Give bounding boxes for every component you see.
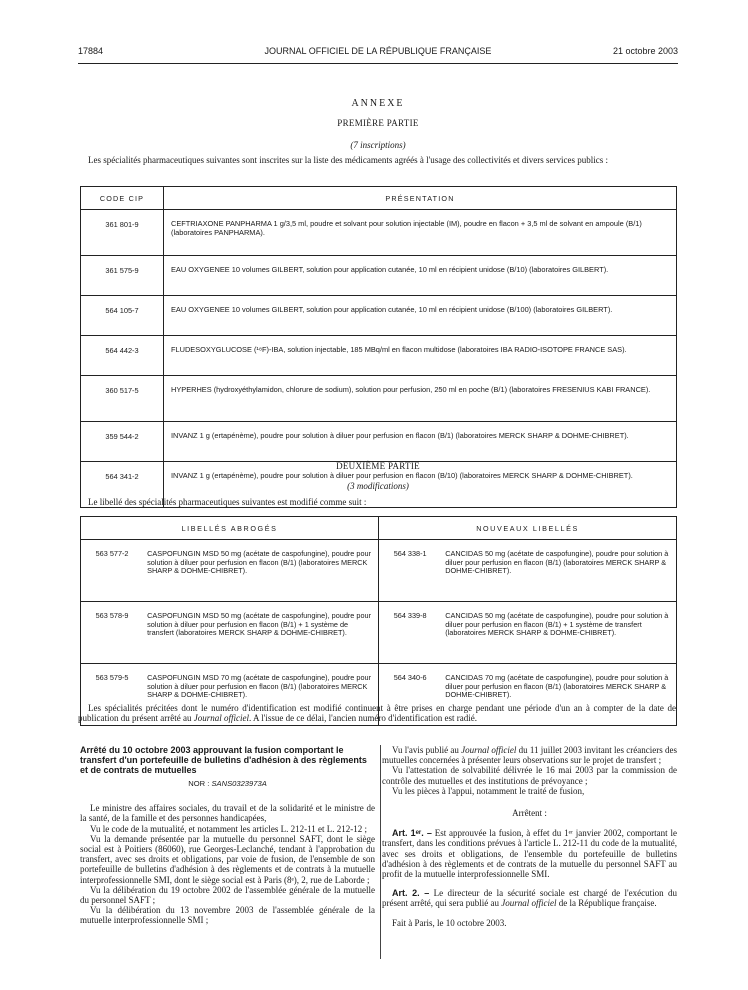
page-header <box>78 46 678 60</box>
visa-text-end: du 11 juillet 2003 invitant les créanciers des mutuelles concernées à présenter leurs observations sur le projet de transfert ; <box>382 745 677 766</box>
visa-journal-ref: Journal officiel <box>461 745 517 755</box>
cip-code: 361 801-9 <box>81 210 164 256</box>
visa-deliberation-saft: Vu la délibération du 19 octobre 2002 de l'assemblée générale de la mutuelle du personnel SAFT ; <box>80 884 375 906</box>
part1-intro: Les spécialités pharmaceutiques suivantes sont inscrites sur la liste des médicaments agréés à l'usage des collectivités et divers services publics : <box>88 155 608 165</box>
old-cip-code: 563 579-5 <box>81 664 144 726</box>
table-row <box>81 296 677 336</box>
preamble-ministers: Le ministre des affaires sociales, du travail et de la solidarité et le ministre de la santé, de la famille et des personnes handicapées, <box>80 803 375 824</box>
arrete-title: Arrêté du 10 octobre 2003 approuvant la fusion comportant le transfert d'un portefeuille de bulletins d'adhésion à des règlements et de contrats de mutuelles <box>80 745 367 775</box>
article-2-text: Le directeur de la sécurité sociale est chargé de l'exécution du présent arrêté, qui sera publié au <box>382 888 677 909</box>
part2-count: (3 modifications) <box>347 481 409 491</box>
column-header-presentation: PRÉSENTATION <box>164 187 677 210</box>
visa-deliberation-smi: Vu la délibération du 13 novembre 2003 de l'assemblée générale de la mutuelle interprofessionnelle SMI ; <box>80 905 375 926</box>
column-header-code: CODE CIP <box>81 187 164 210</box>
cip-code: 359 544-2 <box>81 422 164 462</box>
presentation-text: CEFTRIAXONE PANPHARMA 1 g/3,5 ml, poudre et solvant pour solution injectable (IM), poudre en flacon + 3,5 ml de solvant en ampoule (B/1) (laboratoires PANPHARMA). <box>164 210 677 256</box>
presentation-text: FLUDESOXYGLUCOSE (¹⁸F)-IBA, solution injectable, 185 MBq/ml en flacon multidose (laboratoires IBA RADIO-ISOTOPE FRANCE SAS). <box>164 336 677 376</box>
inscriptions-table <box>80 186 677 508</box>
article-1-label: Art. 1ᵉʳ. – <box>392 828 432 839</box>
signature-line: Fait à Paris, le 10 octobre 2003. <box>392 917 507 928</box>
presentation-text: EAU OXYGENEE 10 volumes GILBERT, solution pour application cutanée, 10 ml en récipient unidose (B/100) (laboratoires GILBERT). <box>164 296 677 336</box>
note-text-end: . A l'issue de ce délai, l'ancien numéro d'identification est radié. <box>248 713 478 723</box>
article-2-label: Art. 2. – <box>392 888 430 899</box>
old-label: CASPOFUNGIN MSD 70 mg (acétate de caspofungine), poudre pour solution à diluer pour perfusion en flacon (B/1) (laboratoires MERCK SHARP & DOHME-CHIBRET). <box>143 664 378 726</box>
arrete-right-column <box>382 745 677 928</box>
note-text: Les spécialités précitées dont le numéro d'identification est modifié continuent à être prises en charge pendant une période d'un an à compter de la date de publication du présent arrêté au <box>78 703 676 723</box>
cip-code: 564 442-3 <box>81 336 164 376</box>
old-cip-code: 563 577-2 <box>81 540 144 602</box>
table-row <box>81 210 677 256</box>
new-label: CANCIDAS 70 mg (acétate de caspofungine), poudre pour solution à diluer pour perfusion en flacon (B/1) (laboratoires MERCK SHARP & DOHME-CHIBRET). <box>441 664 676 726</box>
new-label: CANCIDAS 50 mg (acétate de caspofungine), poudre pour solution à diluer pour perfusion en flacon (B/1) (laboratoires MERCK SHARP & DOHME-CHIBRET). <box>441 540 676 602</box>
old-label: CASPOFUNGIN MSD 50 mg (acétate de caspofungine), poudre pour solution à diluer pour perfusion en flacon (B/1) (laboratoires MERCK SHARP & DOHME-CHIBRET). <box>143 540 378 602</box>
visa-code-mutualite: Vu le code de la mutualité, et notamment les articles L. 212-11 et L. 212-12 ; <box>90 823 368 834</box>
cip-code: 564 105-7 <box>81 296 164 336</box>
table-header-row <box>81 187 677 210</box>
cip-code: 564 341-2 <box>81 462 164 508</box>
article-1 <box>382 828 677 879</box>
table-row <box>81 602 677 664</box>
new-cip-code: 564 340-6 <box>379 664 442 726</box>
new-cip-code: 564 339-8 <box>379 602 442 664</box>
visa-demande: Vu la demande présentée par la mutuelle du personnel SAFT, dont le siège social est à Poitiers (86060), rue Georges-Leclanché, tendant à l'approbation du transfert, avec ses droits et obligations, par voie de fusion, de l'ensemble de son portefeuille de bulletins d'adhésion à des règlements et de contrats à la mutuelle interprofessionnelle SMI, dont le siège social est à Paris (8ᵉ), 2, rue de Laborde ; <box>80 833 375 885</box>
cip-code: 360 517-5 <box>81 376 164 422</box>
old-label: CASPOFUNGIN MSD 50 mg (acétate de caspofungine), poudre pour solution à diluer pour perfusion en flacon (B/1) + 1 système de transfert (laboratoires MERCK SHARP & DOHME-CHIBRET). <box>143 602 378 664</box>
new-label: CANCIDAS 50 mg (acétate de caspofungine), poudre pour solution à diluer pour perfusion en flacon (B/1) + 1 système de transfert (laboratoires MERCK SHARP & DOHME-CHIBRET). <box>441 602 676 664</box>
presentation-text: INVANZ 1 g (ertapénème), poudre pour solution à diluer pour perfusion en flacon (B/10) (laboratoires MERCK SHARP & DOHME-CHIBRET). <box>164 462 677 508</box>
article-2 <box>382 888 677 908</box>
old-cip-code: 563 578-9 <box>81 602 144 664</box>
page-number: 17884 <box>78 46 104 56</box>
part2-intro: Le libellé des spécialités pharmaceutiques suivantes est modifié comme suit : <box>88 497 367 507</box>
nor-label: NOR : <box>188 779 212 788</box>
table-row <box>81 256 677 296</box>
column-divider <box>380 745 381 959</box>
header-divider <box>78 63 678 64</box>
column-header-new: NOUVEAUX LIBELLÉS <box>379 517 677 540</box>
presentation-text: INVANZ 1 g (ertapénème), poudre pour solution à diluer pour perfusion en flacon (B/1) (laboratoires MERCK SHARP & DOHME-CHIBRET). <box>164 422 677 462</box>
new-cip-code: 564 338-1 <box>379 540 442 602</box>
visa-text: Vu l'avis publié au <box>392 745 462 755</box>
table-row <box>81 336 677 376</box>
column-header-old: LIBELLÉS ABROGÉS <box>81 517 379 540</box>
table-row <box>81 376 677 422</box>
publication-date: 21 octobre 2003 <box>612 46 678 56</box>
annexe-title: ANNEXE <box>351 98 405 109</box>
table-row <box>81 422 677 462</box>
article-2-text-end: de la République française. <box>556 898 657 909</box>
visa-attestation: Vu l'attestation de solvabilité délivrée le 16 mai 2003 par la commission de contrôle des mutuelles et des institutions de prévoyance ; <box>382 765 677 786</box>
article-2-journal-ref: Journal officiel <box>501 898 557 909</box>
presentation-text: EAU OXYGENEE 10 volumes GILBERT, solution pour application cutanée, 10 ml en récipient unidose (B/10) (laboratoires GILBERT). <box>164 256 677 296</box>
journal-title: JOURNAL OFFICIEL DE LA RÉPUBLIQUE FRANÇAISE <box>264 46 492 56</box>
part1-title: PREMIÈRE PARTIE <box>337 118 419 128</box>
table-header-row <box>81 517 677 540</box>
part2-title: DEUXIÈME PARTIE <box>336 461 420 471</box>
cip-code: 361 575-9 <box>81 256 164 296</box>
note-journal-ref: Journal officiel <box>193 713 249 723</box>
nor-code: SANS0323973A <box>211 779 267 788</box>
arrete-left-column <box>80 745 375 926</box>
presentation-text: HYPERHES (hydroxyéthylamidon, chlorure de sodium), solution pour perfusion, 250 ml en poche (B/1) (laboratoires FRESENIUS KABI FRANCE). <box>164 376 677 422</box>
visa-pieces: Vu les pièces à l'appui, notamment le traité de fusion, <box>392 785 585 796</box>
arretent-heading: Arrêtent : <box>512 808 547 819</box>
transition-note <box>78 703 676 723</box>
modifications-table <box>80 516 677 726</box>
part1-count: (7 inscriptions) <box>350 140 406 150</box>
table-row <box>81 540 677 602</box>
visa-avis-publie <box>382 745 677 765</box>
nor-reference <box>80 779 375 789</box>
article-1-text: Est approuvée la fusion, à effet du 1ᵉʳ janvier 2002, comportant le transfert, dans les conditions prévues à l'article L. 212-11 du code de la mutualité, avec ses droits et obligations, de l'ensemble du portefeuille de bulletins d'adhésion à des règlements et de contrats de la mutuelle du personnel SAFT au profit de la mutuelle interprofessionnelle SMI. <box>382 828 677 880</box>
